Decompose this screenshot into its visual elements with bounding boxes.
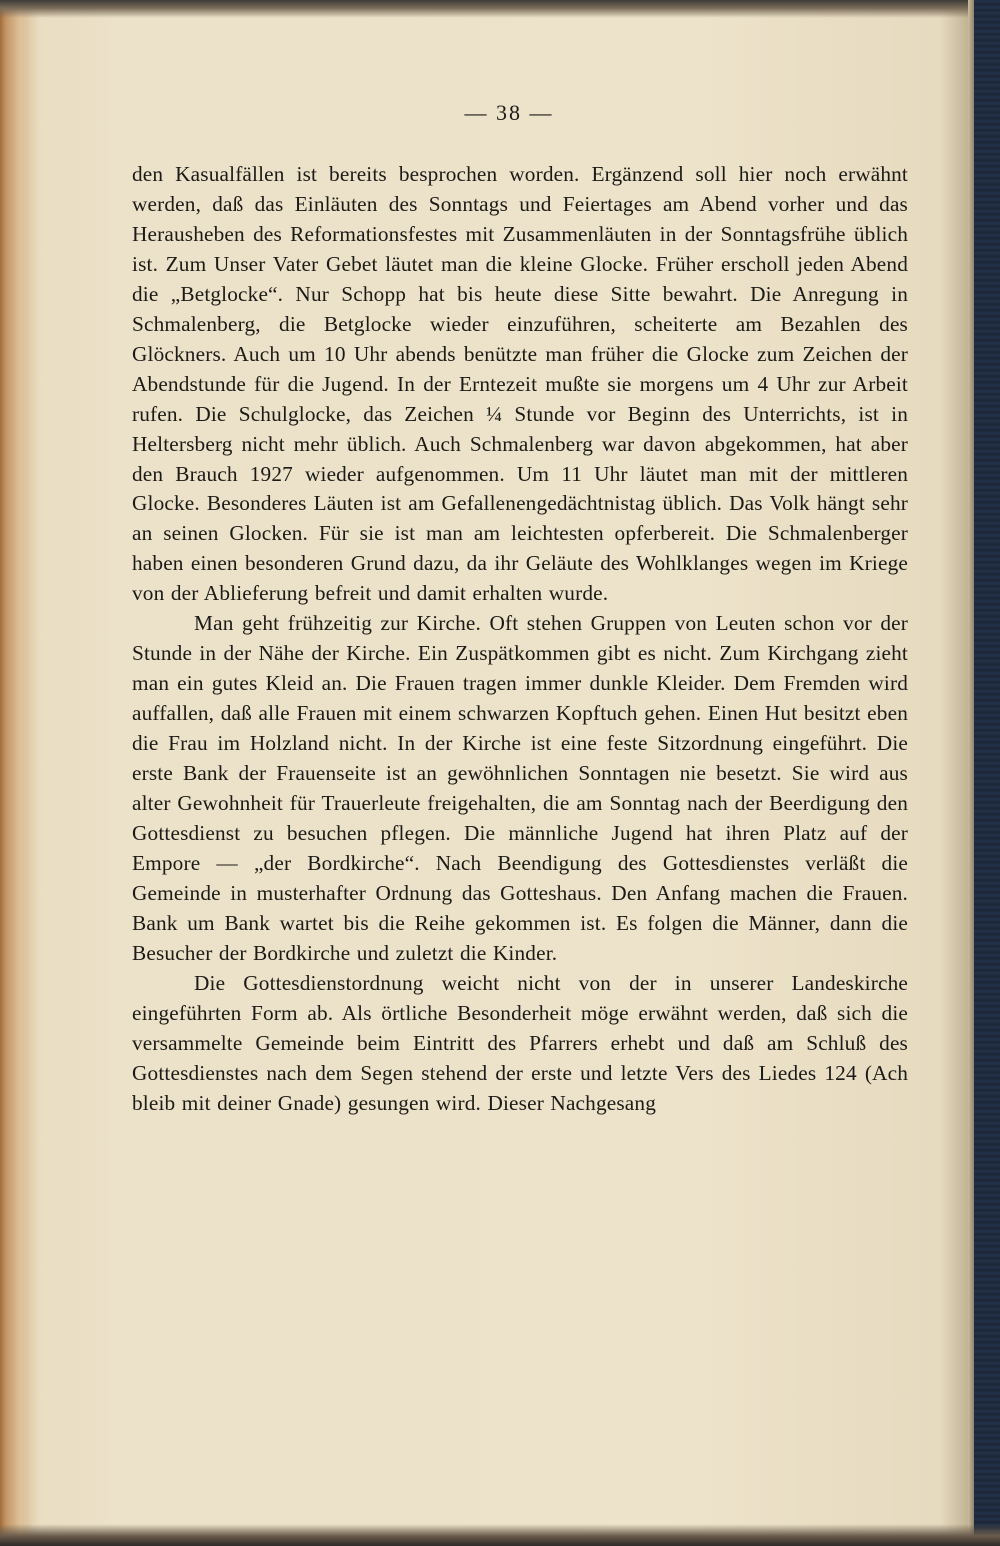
left-page-edge <box>0 0 40 1546</box>
paragraph-1: den Kasualfällen ist bereits besprochen worden. Ergänzend soll hier noch erwähnt werden, daß das Einläuten des Sonntags und Feiertages am Abend vorher und das Herausheben des Reformationsfestes mit Zusammenläuten in der Sonntagsfrühe üblich ist. Zum Unser Vater Gebet läutet man die kleine Glocke. Früher erscholl jeden Abend die „Betglocke“. Nur Schopp hat bis heute diese Sitte bewahrt. Die Anregung in Schmalenberg, die Betglocke wieder einzuführen, scheiterte am Bezahlen des Glöckners. Auch um 10 Uhr abends benützte man früher die Glocke zum Zeichen der Abendstunde für die Jugend. In der Erntezeit mußte sie morgens um 4 Uhr zur Arbeit rufen. Die Schulglocke, das Zeichen ¼ Stunde vor Beginn des Unterrichts, ist in Heltersberg nicht mehr üblich. Auch Schmalenberg war davon abgekommen, hat aber den Brauch 1927 wieder aufgenommen. Um 11 Uhr läutet man mit der mittleren Glocke. Besonderes Läuten ist am Gefallenengedächtnistag üblich. Das Volk hängt sehr an seinen Glocken. Für sie ist man am leichtesten opferbereit. Die Schmalenberger haben einen besonderen Grund dazu, da ihr Geläute des Wohlklanges wegen im Kriege von der Ablieferung befreit und damit erhalten wurde. <box>132 162 908 606</box>
top-edge-shadow <box>0 0 1000 18</box>
body-text <box>132 160 908 1119</box>
page-content <box>132 100 908 1119</box>
paragraph-2: Man geht frühzeitig zur Kirche. Oft stehen Gruppen von Leuten schon vor der Stunde in der Nähe der Kirche. Ein Zuspätkommen gibt es nicht. Zum Kirchgang zieht man ein gutes Kleid an. Die Frauen tragen immer dunkle Kleider. Dem Fremden wird auffallen, daß alle Frauen mit einem schwarzen Kopftuch gehen. Einen Hut besitzt eben die Frau im Holzland nicht. In der Kirche ist eine feste Sitzordnung eingeführt. Die erste Bank der Frauenseite ist an gewöhnlichen Sonntagen nie besetzt. Sie wird aus alter Gewohnheit für Trauerleute freigehalten, die am Sonntag nach der Beerdigung den Gottesdienst zu besuchen pflegen. Die männliche Jugend hat ihren Platz auf der Empore — „der Bordkirche“. Nach Beendigung des Gottesdienstes verläßt die Gemeinde in musterhafter Ordnung das Gotteshaus. Den Anfang machen die Frauen. Bank um Bank wartet bis die Reihe gekommen ist. Es folgen die Männer, dann die Besucher der Bordkirche und zuletzt die Kinder. <box>132 611 908 965</box>
page-number: — 38 — <box>464 100 554 125</box>
book-binding <box>974 0 1000 1546</box>
paragraph-3: Die Gottesdienstordnung weicht nicht von der in unserer Landeskirche eingeführten Form ab. Als örtliche Besonderheit möge erwähnt werden, daß sich die versammelte Gemeinde beim Eintritt des Pfarrers erhebt und daß am Schluß des Gottesdienstes nach dem Segen stehend der erste und letzte Vers des Liedes 124 (Ach bleib mit deiner Gnade) gesungen wird. Dieser Nachgesang <box>132 970 908 1115</box>
bottom-edge-shadow <box>0 1524 1000 1546</box>
